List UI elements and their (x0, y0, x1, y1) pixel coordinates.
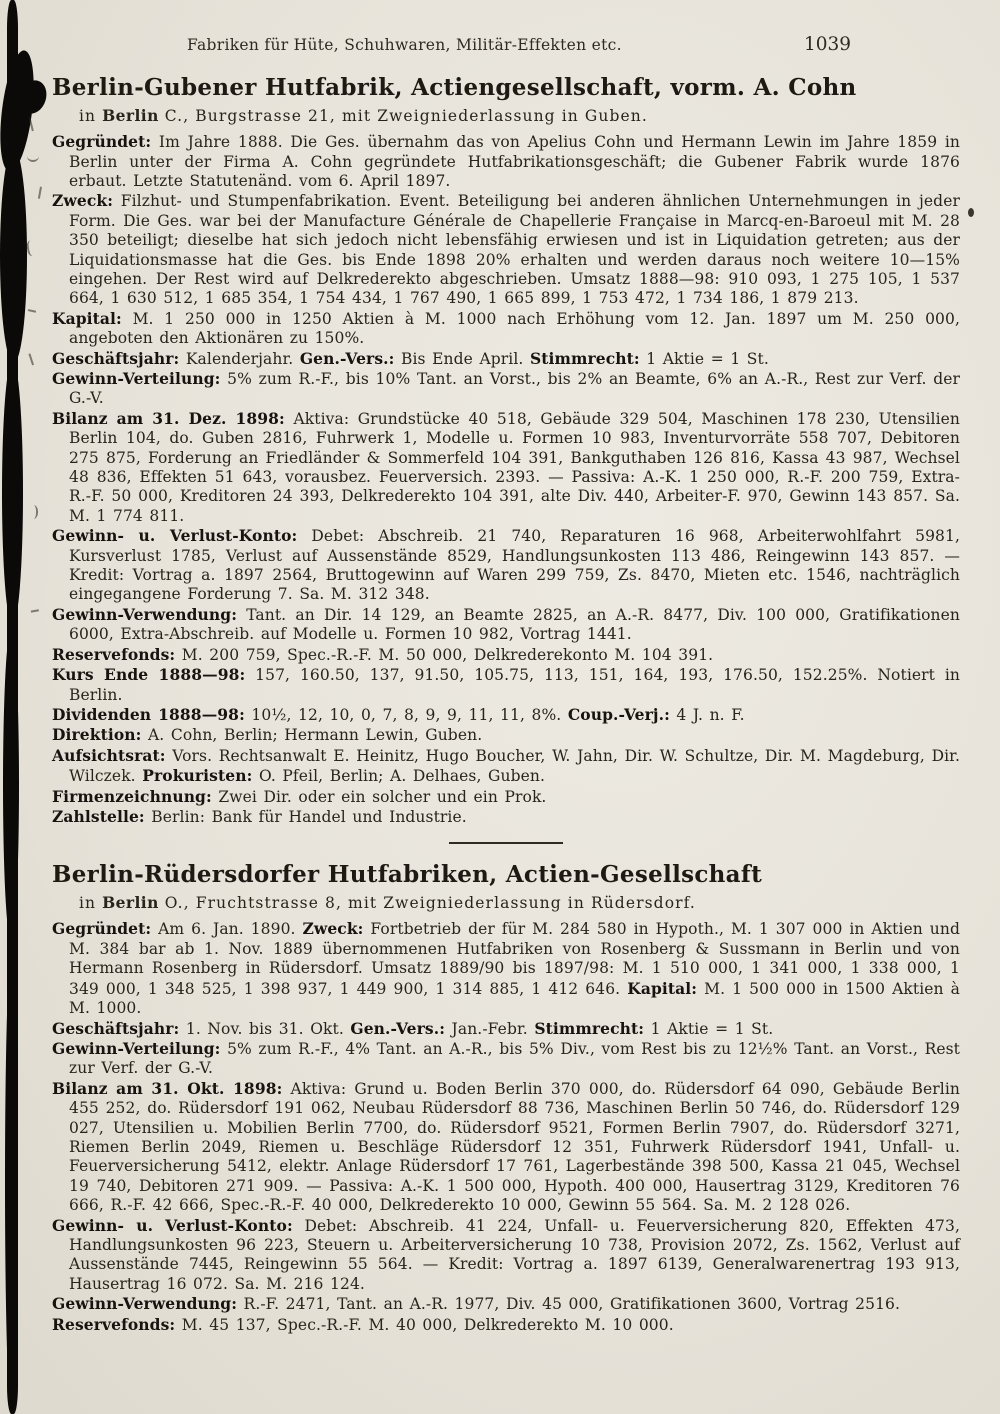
entry-text: Filzhut- und Stumpenfabrikation. Event. Beteiligung bei anderen ähnlichen Unternehmungen in jeder Form. Die Ges. war bei der Manufacture Générale de Chapellerie Française in Marcq-en-Baroeul mit M. 28 350 beteiligt; dieselbe hat sich jedoch nicht lebensfähig erwiesen und ist in Liquidation getreten; aus der Liquidationsmasse hat die Ges. bis Ende 1898 20% erhalten und werden daraus noch weitere 10—15% eingehen. Der Rest wird auf Delkrederekto abgeschrieben. Umsatz 1888—98: 910 093, 1 275 105, 1 537 664, 1 630 512, 1 685 354, 1 754 434, 1 767 490, 1 665 899, 1 753 472, 1 734 186, 1 879 213. (69, 192, 960, 308)
entry-text: Am 6. Jan. 1890. (151, 920, 303, 939)
entry-label: Gewinn- u. Verlust-Konto: (52, 1215, 293, 1235)
entry-label: Zahlstelle: (52, 806, 145, 826)
entry-label: Geschäftsjahr: (52, 348, 180, 368)
company-title: Berlin-Rüdersdorfer Hutfabriken, Actien-Gesellschaft (52, 861, 763, 889)
entry-text: 1 Aktie = 1 St. (639, 349, 769, 368)
entry-label: Berlin (102, 106, 159, 126)
entry-label: Gen.-Vers.: (299, 348, 395, 368)
entry-text: Fortbetrieb der für M. 284 580 in Hypoth., M. 1 307 000 in Aktien und M. 384 bar ab 1. Nov. 1889 übernommenen Hutfabriken von Rosenberg & Sussmann in Berlin und von Hermann Rosenberg in Rüdersdorf. Umsatz 1889/90 bis 1897/98: M. 1 510 000, 1 341 000, 1 338 000, 1 349 000, 1 348 525, 1 398 937, 1 449 900, 1 314 885, 1 412 646. (69, 920, 960, 998)
entry-label: Gewinn- u. Verlust-Konto: (52, 526, 298, 546)
entry-firmenzeichnung (52, 787, 960, 807)
entry-text: in (79, 894, 103, 913)
entry-gegruendet (52, 132, 960, 191)
entry-label: Gen.-Vers.: (350, 1018, 446, 1038)
entry-text: Jan.-Febr. (445, 1019, 535, 1038)
entry-reservefonds (52, 645, 960, 665)
entry-text: 5% zum R.-F., bis 10% Tant. an Vorst., bis 2% an Beamte, 6% an A.-R., Rest zur Verf. der G.-V. (69, 370, 960, 408)
entry-label: Firmenzeichnung: (52, 786, 212, 806)
page-content (52, 34, 960, 1335)
entry-text: Zwei Dir. oder ein solcher und ein Prok. (211, 787, 547, 806)
company-entry-berlin-gubener (52, 74, 960, 827)
entry-text: Aktiva: Grundstücke 40 518, Gebäude 329 504, Maschinen 178 230, Utensilien Berlin 104, do. Guben 2816, Fuhrwerk 1, Modelle u. Formen 10 983, Inventurvorräte 558 707, Debitoren 275 875, Forderung an Friedländer & Sommerfeld 104 391, Bankguthaben 126 816, Kassa 43 987, Wechsel 48 836, Effekten 51 643, vorausbez. Feuerversich. 2393. — Passiva: A.-K. 1 250 000, R.-F. 200 759, Extra-R.-F. 50 000, Kreditoren 24 393, Delkrederekto 104 391, alte Div. 440, Arbeiter-F. 970, Gewinn 143 857. Sa. M. 1 774 811. (69, 409, 961, 525)
entry-text: R.-F. 2471, Tant. an A.-R. 1977, Div. 45 000, Gratifikationen 3600, Vortrag 2516. (237, 1295, 901, 1314)
entry-text: M. 1 500 000 in 1500 Aktien à M. 1000. (69, 979, 960, 1018)
entry-label: Gewinn-Verteilung: (52, 369, 221, 388)
entry-label: Direktion: (52, 725, 142, 745)
margin-pencil-mark (30, 185, 42, 199)
entry-text: 1 Aktie = 1 St. (644, 1019, 774, 1038)
entry-text: 4 J. n. F. (669, 705, 745, 724)
entry-zweck (52, 191, 960, 308)
binding-edge-blob (0, 148, 27, 363)
entry-label: Gewinn-Verteilung: (52, 1038, 221, 1058)
entry-gewinn-verwendung (52, 605, 960, 645)
entry-text: Berlin: Bank für Handel und Industrie. (144, 807, 467, 826)
margin-pencil-mark (28, 505, 38, 519)
entry-gegruendet-zweck-kapital (52, 919, 960, 1018)
margin-pencil-mark (28, 115, 43, 131)
entry-text: C., Burgstrasse 21, mit Zweigniederlassung in Guben. (158, 107, 648, 126)
entry-label: Gegründet: (52, 919, 152, 939)
company-title: Berlin-Gubener Hutfabrik, Actiengesellschaft, vorm. A. Cohn (52, 74, 857, 101)
entry-text: in (79, 107, 103, 126)
entry-label: Reservefonds: (52, 644, 176, 664)
margin-pencil-mark (27, 150, 39, 162)
entry-bilanz (52, 409, 960, 526)
entry-text: Debet: Abschreib. 21 740, Reparaturen 16 968, Arbeiterwohlfahrt 5981, Kursverlust 1785, Verlust auf Aussenstände 8529, Handlungsunkosten 113 486, Reingewinn 143 857. — Kredit: Vortrag a. 1897 2564, Bruttogewinn auf Waren 299 759, Zs. 8470, Mieten etc. 1546, nachträglich eingegangene Forderung 7. Sa. M. 312 348. (69, 527, 960, 604)
scan-speck (968, 208, 974, 217)
entry-label: Dividenden 1888—98: (52, 704, 245, 724)
entry-text: Aktiva: Grund u. Boden Berlin 370 000, do. Rüdersdorf 64 090, Gebäude Berlin 455 252, do. Rüdersdorf 191 062, Neubau Rüdersdorf 88 736, Maschinen Berlin 50 746, do. Rüdersdorf 129 027, Utensilien u. Mobilien Berlin 7700, do. Rüdersdorf 9521, Formen Berlin 7907, do. Rüdersdorf 3271, Riemen Berlin 2049, Riemen u. Beschläge Rüdersdorf 12 351, Fuhrwerk Rüdersdorf 1941, Unfall- u. Feuerversicherung 5412, elektr. Anlage Rüdersdorf 17 761, Lagerbestände 398 500, Kassa 21 045, Wechsel 19 740, Debitoren 271 909. — Passiva: A.-K. 1 500 000, Hypoth. 400 000, Hausertrag 3129, Kreditoren 76 666, R.-F. 42 666, Spec.-R.-F. 40 000, Delkrederekto 10 000, Gewinn 55 564. Sa. M. 2 128 026. (69, 1079, 960, 1215)
entry-label: Zweck: (52, 191, 114, 211)
entry-text: Im Jahre 1888. Die Ges. übernahm das von Apelius Cohn und Hermann Lewin im Jahre 1859 in Berlin unter der Firma A. Cohn gegründete Hutfabrikationsgeschäft; die Gubener Fabrik wurde 1876 erbaut. Letzte Statutenänd. vom 6. April 1897. (69, 133, 960, 190)
entry-text: O., Fruchtstrasse 8, mit Zweigniederlassung in Rüdersdorf. (158, 894, 696, 913)
entry-label: Kapital: (627, 978, 698, 998)
entry-label: Coup.-Verj.: (567, 704, 670, 724)
entry-label: Aufsichtsrat: (52, 745, 166, 765)
margin-pencil-mark (26, 239, 40, 257)
entry-geschaeftsjahr (52, 1019, 960, 1039)
entry-text: Tant. an Dir. 14 129, an Beamte 2825, an A.-R. 8477, Div. 100 000, Gratifikationen 6000, Extra-Abschreib. auf Modelle u. Formen 10 982, Vortrag 1441. (69, 605, 960, 644)
entry-zahlstelle (52, 807, 960, 827)
entry-text: M. 1 250 000 in 1250 Aktien à M. 1000 nach Erhöhung vom 12. Jan. 1897 um M. 250 000, angeboten den Aktionären zu 150%. (69, 309, 960, 348)
entry-label: Geschäftsjahr: (52, 1018, 180, 1038)
entry-text: 5% zum R.-F., 4% Tant. an A.-R., bis 5% Div., vom Rest bis zu 12½% Tant. an Vorst., Rest zur Verf. der G.-V. (69, 1039, 960, 1078)
entry-label: Prokuristen: (142, 766, 253, 786)
company-entry-berlin-ruedersdorfer (52, 861, 960, 1335)
page-header (52, 34, 960, 60)
entry-label: Berlin (102, 893, 159, 913)
entry-text: O. Pfeil, Berlin; A. Delhaes, Guben. (252, 767, 546, 786)
entry-label: Kurs Ende 1888—98: (52, 665, 246, 685)
entry-gewinn-verteilung (52, 1039, 960, 1079)
entry-bilanz (52, 1079, 960, 1216)
binding-edge-blob (5, 950, 18, 1414)
entry-label: Stimmrecht: (534, 1018, 645, 1038)
entry-text: M. 45 137, Spec.-R.-F. M. 40 000, Delkrederekto M. 10 000. (175, 1315, 674, 1334)
entry-label: Stimmrecht: (529, 348, 640, 368)
entry-text: 1. Nov. bis 31. Okt. (179, 1019, 351, 1038)
entry-label: Bilanz am 31. Dez. 1898: (52, 408, 285, 428)
company-address (79, 106, 960, 125)
margin-pencil-mark (28, 351, 42, 366)
entry-direktion (52, 725, 960, 745)
section-divider (449, 842, 563, 844)
margin-pencil-mark (28, 299, 38, 312)
page-number: 1039 (804, 34, 852, 55)
entry-gewinn-verlust-konto (52, 1216, 960, 1295)
entry-label: Gegründet: (52, 132, 152, 152)
entry-gewinn-verteilung (52, 369, 960, 409)
entry-text: M. 200 759, Spec.-R.-F. M. 50 000, Delkrederekonto M. 104 391. (175, 645, 714, 664)
company-address (79, 893, 960, 912)
entry-text: 10½, 12, 10, 0, 7, 8, 9, 9, 11, 11, 8%. (244, 705, 568, 724)
entry-label: Kapital: (52, 308, 122, 328)
entry-gewinn-verlust-konto (52, 526, 960, 605)
entry-text: Kalenderjahr. (179, 349, 300, 368)
entry-text: 157, 160.50, 137, 91.50, 105.75, 113, 151, 164, 193, 176.50, 152.25%. Notiert in Berlin. (69, 666, 960, 704)
entry-label: Gewinn-Verwendung: (52, 1294, 238, 1314)
margin-pencil-mark (29, 599, 39, 612)
entry-label: Gewinn-Verwendung: (52, 604, 238, 624)
entry-reservefonds (52, 1315, 960, 1335)
entry-text: Bis Ende April. (394, 349, 530, 368)
entry-label: Zweck: (302, 919, 364, 939)
entry-kapital (52, 309, 960, 349)
entry-gewinn-verwendung (52, 1294, 960, 1314)
entry-kurs (52, 665, 960, 705)
entry-label: Bilanz am 31. Okt. 1898: (52, 1078, 283, 1098)
entry-label: Reservefonds: (52, 1314, 176, 1334)
entry-text: A. Cohn, Berlin; Hermann Lewin, Guben. (141, 726, 483, 745)
entry-text: Debet: Abschreib. 41 224, Unfall- u. Feuerversicherung 820, Effekten 473, Handlungsunkosten 96 223, Steuern u. Arbeiterversicherung 10 738, Provision 2072, Zs. 1562, Verlust auf Aussenstände 7445, Reingewinn 55 564. — Kredit: Vortrag a. 1897 6139, Generalwarenertrag 193 913, Hausertrag 16 072. Sa. M. 216 124. (69, 1216, 960, 1293)
binding-edge-blob (2, 360, 23, 625)
running-title: Fabriken für Hüte, Schuhwaren, Militär-Effekten etc. (187, 36, 622, 54)
entry-text: Vors. Rechtsanwalt E. Heinitz, Hugo Boucher, W. Jahn, Dir. W. Schultze, Dir. M. Magdeburg, Dir. Wilczek. (69, 746, 960, 786)
binding-edge-blob (3, 630, 19, 940)
entry-dividenden (52, 705, 960, 725)
entry-aufsichtsrat (52, 746, 960, 787)
entry-geschaeftsjahr (52, 349, 960, 369)
